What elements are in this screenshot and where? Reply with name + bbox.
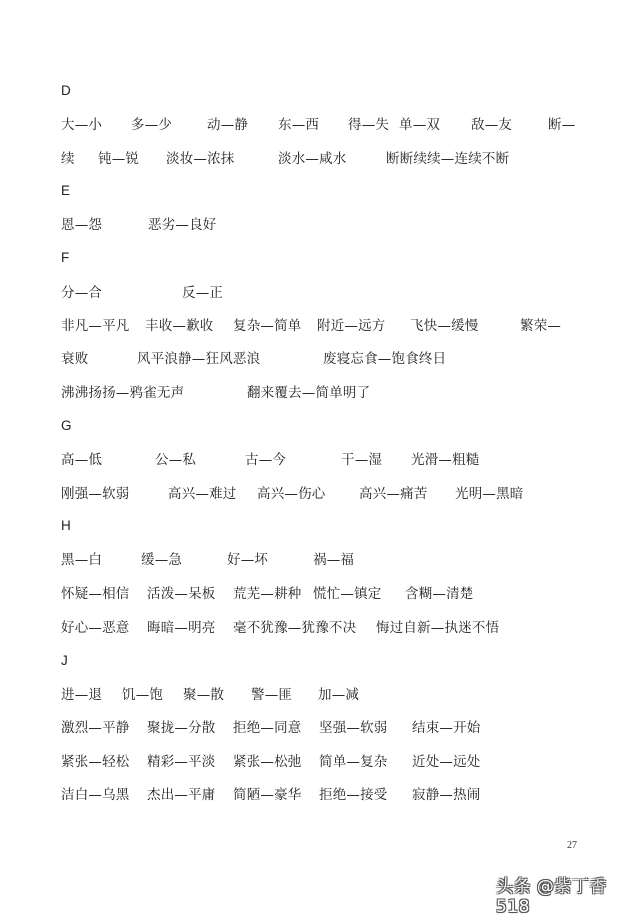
antonym-pair: 古—今 — [245, 452, 287, 468]
antonym-pair: 洁白—乌黑 — [61, 787, 130, 803]
antonym-pair: 精彩—平淡 — [147, 754, 216, 770]
antonym-pair: 大—小 — [61, 117, 103, 133]
antonym-pair: 钝—锐 — [98, 151, 140, 167]
antonym-pair: 丰收—歉收 — [145, 318, 214, 334]
antonym-pair: 干—湿 — [341, 452, 383, 468]
word-line — [0, 116, 640, 134]
antonym-pair: 废寝忘食—饱食终日 — [323, 351, 447, 367]
antonym-pair: 黑—白 — [61, 552, 103, 568]
antonym-pair: 恩—怨 — [61, 217, 103, 233]
antonym-pair: 附近—远方 — [317, 318, 386, 334]
antonym-pair: 寂静—热闹 — [412, 787, 481, 803]
antonym-pair: 含糊—清楚 — [405, 586, 474, 602]
antonym-pair: 繁荣— — [520, 318, 562, 334]
antonym-pair: 紧张—轻松 — [61, 754, 130, 770]
antonym-pair: 多—少 — [131, 117, 173, 133]
section-heading-d: D — [61, 83, 71, 98]
antonym-pair: 聚拢—分散 — [147, 720, 216, 736]
antonym-pair: 风平浪静—狂风恶浪 — [137, 351, 261, 367]
word-line — [0, 686, 640, 704]
antonym-pair: 慌忙—镇定 — [313, 586, 382, 602]
antonym-pair: 光滑—粗糙 — [411, 452, 480, 468]
antonym-pair: 好心—恶意 — [61, 620, 130, 636]
antonym-pair: 反—正 — [182, 285, 224, 301]
antonym-pair: 高兴—痛苦 — [359, 486, 428, 502]
antonym-pair: 翻来覆去—简单明了 — [247, 385, 371, 401]
word-line — [0, 719, 640, 737]
word-line — [0, 551, 640, 569]
antonym-pair: 警—匪 — [251, 687, 293, 703]
antonym-pair: 祸—福 — [313, 552, 355, 568]
antonym-pair: 简单—复杂 — [319, 754, 388, 770]
antonym-pair: 简陋—豪华 — [233, 787, 302, 803]
antonym-pair: 进—退 — [61, 687, 103, 703]
antonym-pair: 激烈—平静 — [61, 720, 130, 736]
word-line — [0, 216, 640, 234]
antonym-pair: 断— — [548, 117, 576, 133]
antonym-pair: 饥—饱 — [122, 687, 164, 703]
antonym-pair: 敌—友 — [471, 117, 513, 133]
antonym-pair: 近处—远处 — [412, 754, 481, 770]
antonym-pair: 非凡—平凡 — [61, 318, 130, 334]
antonym-pair: 毫不犹豫—犹豫不决 — [233, 620, 357, 636]
word-line — [0, 585, 640, 603]
watermark: 头条 @紫丁香518 — [496, 877, 607, 917]
antonym-pair: 续 — [61, 151, 75, 167]
antonym-pair: 公—私 — [155, 452, 197, 468]
antonym-pair: 活泼—呆板 — [147, 586, 216, 602]
antonym-pair: 淡水—咸水 — [278, 151, 347, 167]
antonym-pair: 光明—黑暗 — [455, 486, 524, 502]
antonym-pair: 淡妆—浓抹 — [166, 151, 235, 167]
antonym-pair: 动—静 — [207, 117, 249, 133]
antonym-pair: 得—失 — [348, 117, 390, 133]
antonym-pair: 悔过自新—执迷不悟 — [376, 620, 500, 636]
antonym-pair: 高兴—伤心 — [257, 486, 326, 502]
antonym-pair: 沸沸扬扬—鸦雀无声 — [61, 385, 185, 401]
antonym-pair: 拒绝—接受 — [319, 787, 388, 803]
antonym-pair: 恶劣—良好 — [148, 217, 217, 233]
word-line — [0, 485, 640, 503]
antonym-pair: 分—合 — [61, 285, 103, 301]
antonym-pair: 怀疑—相信 — [61, 586, 130, 602]
antonym-pair: 单—双 — [399, 117, 441, 133]
antonym-pair: 聚—散 — [183, 687, 225, 703]
word-line — [0, 350, 640, 368]
section-heading-f: F — [61, 250, 70, 265]
antonym-pair: 东—西 — [278, 117, 320, 133]
antonym-pair: 高—低 — [61, 452, 103, 468]
antonym-pair: 坚强—软弱 — [319, 720, 388, 736]
antonym-pair: 复杂—简单 — [233, 318, 302, 334]
word-line — [0, 753, 640, 771]
antonym-pair: 飞快—缓慢 — [410, 318, 479, 334]
antonym-pair: 荒芜—耕种 — [233, 586, 302, 602]
word-line — [0, 284, 640, 302]
antonym-pair: 刚强—软弱 — [61, 486, 130, 502]
word-line — [0, 150, 640, 168]
section-heading-g: G — [61, 418, 72, 433]
word-line — [0, 384, 640, 402]
antonym-pair: 缓—急 — [141, 552, 183, 568]
antonym-pair: 高兴—难过 — [168, 486, 237, 502]
antonym-pair: 结束—开始 — [412, 720, 481, 736]
word-line — [0, 619, 640, 637]
word-line — [0, 786, 640, 804]
section-heading-j: J — [61, 653, 68, 668]
antonym-pair: 晦暗—明亮 — [147, 620, 216, 636]
antonym-pair: 断断续续—连续不断 — [386, 151, 510, 167]
antonym-pair: 好—坏 — [227, 552, 269, 568]
antonym-pair: 紧张—松弛 — [233, 754, 302, 770]
word-line — [0, 317, 640, 335]
antonym-pair: 杰出—平庸 — [147, 787, 216, 803]
word-line — [0, 451, 640, 469]
antonym-pair: 拒绝—同意 — [233, 720, 302, 736]
page-number: 27 — [567, 840, 577, 851]
antonym-pair: 加—减 — [318, 687, 360, 703]
section-heading-h: H — [61, 518, 71, 533]
antonym-pair: 衰败 — [61, 351, 89, 367]
section-heading-e: E — [61, 183, 71, 198]
